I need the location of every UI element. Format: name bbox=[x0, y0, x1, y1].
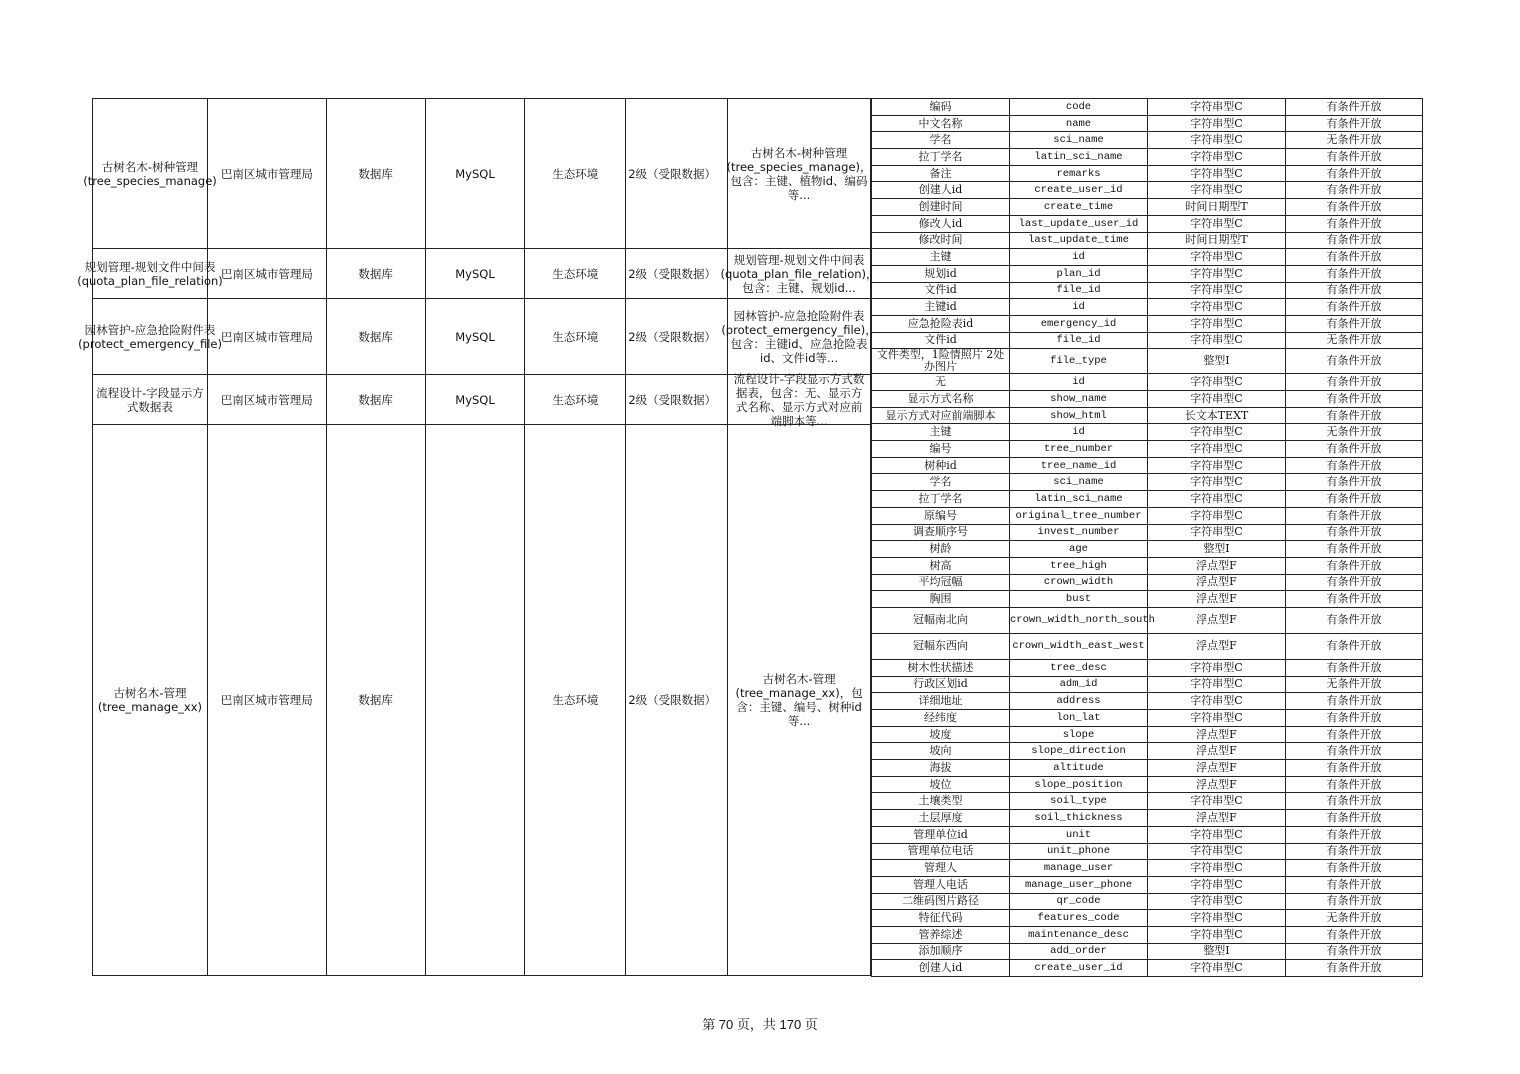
table-row bbox=[872, 860, 1423, 877]
field-en-name: qr_code bbox=[1010, 893, 1148, 910]
table-row bbox=[872, 743, 1423, 760]
table-row bbox=[872, 407, 1423, 424]
field-open-policy: 有条件开放 bbox=[1286, 265, 1423, 282]
field-en-name: file_id bbox=[1010, 332, 1148, 349]
field-open-policy: 有条件开放 bbox=[1286, 349, 1423, 374]
table-row bbox=[872, 199, 1423, 216]
table-bottom-border bbox=[92, 975, 871, 976]
table-row bbox=[872, 676, 1423, 693]
field-open-policy: 有条件开放 bbox=[1286, 574, 1423, 591]
resource-type-cell: 数据库 bbox=[327, 375, 426, 424]
table-row bbox=[872, 232, 1423, 249]
field-open-policy: 有条件开放 bbox=[1286, 693, 1423, 710]
field-open-policy: 有条件开放 bbox=[1286, 607, 1423, 633]
resource-name-cell: 园林管护-应急抢险附件表(protect_emergency_file) bbox=[93, 299, 208, 374]
field-open-policy: 有条件开放 bbox=[1286, 810, 1423, 827]
table-row bbox=[872, 474, 1423, 491]
field-en-name: crown_width bbox=[1010, 574, 1148, 591]
resource-row bbox=[83, 98, 872, 248]
field-open-policy: 无条件开放 bbox=[1286, 676, 1423, 693]
field-en-name: id bbox=[1010, 424, 1148, 441]
field-cn-name: 二维码图片路径 bbox=[872, 893, 1010, 910]
field-en-name: maintenance_desc bbox=[1010, 926, 1148, 943]
field-en-name: original_tree_number bbox=[1010, 507, 1148, 524]
security-level-cell: 2级（受限数据） bbox=[626, 299, 728, 374]
table-row bbox=[872, 591, 1423, 608]
field-type: 字符串型C bbox=[1148, 165, 1286, 182]
field-cn-name: 主键 bbox=[872, 249, 1010, 266]
table-row bbox=[872, 391, 1423, 408]
security-level-cell: 2级（受限数据） bbox=[626, 249, 728, 298]
field-cn-name: 行政区划id bbox=[872, 676, 1010, 693]
field-type: 浮点型F bbox=[1148, 776, 1286, 793]
field-en-name: invest_number bbox=[1010, 524, 1148, 541]
field-type: 字符串型C bbox=[1148, 149, 1286, 166]
field-type: 字符串型C bbox=[1148, 826, 1286, 843]
table-row bbox=[872, 793, 1423, 810]
domain-cell: 生态环境 bbox=[525, 425, 626, 975]
field-en-name: slope bbox=[1010, 726, 1148, 743]
field-en-name: sci_name bbox=[1010, 132, 1148, 149]
field-type: 整型I bbox=[1148, 541, 1286, 558]
resource-row bbox=[78, 298, 877, 374]
field-cn-name: 添加顺序 bbox=[872, 943, 1010, 960]
field-type: 字符串型C bbox=[1148, 265, 1286, 282]
security-level-cell: 2级（受限数据） bbox=[626, 375, 728, 424]
field-type: 字符串型C bbox=[1148, 441, 1286, 458]
field-type: 浮点型F bbox=[1148, 591, 1286, 608]
database-type-cell bbox=[426, 425, 526, 975]
field-type: 字符串型C bbox=[1148, 474, 1286, 491]
table-row bbox=[872, 491, 1423, 508]
table-row bbox=[872, 249, 1423, 266]
table-row bbox=[872, 659, 1423, 676]
table-row bbox=[872, 960, 1423, 977]
table-row bbox=[872, 607, 1423, 633]
page-footer: 第 70 页，共 170 页 bbox=[702, 1017, 818, 1032]
field-en-name: unit bbox=[1010, 826, 1148, 843]
field-type: 字符串型C bbox=[1148, 182, 1286, 199]
field-type: 字符串型C bbox=[1148, 693, 1286, 710]
field-en-name: name bbox=[1010, 115, 1148, 132]
field-open-policy: 有条件开放 bbox=[1286, 524, 1423, 541]
field-type: 整型I bbox=[1148, 943, 1286, 960]
field-type: 字符串型C bbox=[1148, 843, 1286, 860]
field-cn-name: 显示方式名称 bbox=[872, 391, 1010, 408]
field-open-policy: 有条件开放 bbox=[1286, 249, 1423, 266]
field-type: 字符串型C bbox=[1148, 115, 1286, 132]
field-type: 字符串型C bbox=[1148, 315, 1286, 332]
field-type: 字符串型C bbox=[1148, 332, 1286, 349]
field-open-policy: 有条件开放 bbox=[1286, 633, 1423, 659]
table-row bbox=[872, 132, 1423, 149]
resource-type-cell: 数据库 bbox=[327, 299, 426, 374]
field-type: 浮点型F bbox=[1148, 743, 1286, 760]
field-cn-name: 修改时间 bbox=[872, 232, 1010, 249]
table-row bbox=[872, 633, 1423, 659]
security-level-cell: 2级（受限数据） bbox=[626, 425, 728, 975]
field-type: 字符串型C bbox=[1148, 282, 1286, 299]
field-open-policy: 有条件开放 bbox=[1286, 557, 1423, 574]
field-open-policy: 无条件开放 bbox=[1286, 910, 1423, 927]
field-open-policy: 有条件开放 bbox=[1286, 659, 1423, 676]
field-open-policy: 有条件开放 bbox=[1286, 860, 1423, 877]
field-open-policy: 有条件开放 bbox=[1286, 893, 1423, 910]
field-en-name: last_update_time bbox=[1010, 232, 1148, 249]
field-type: 字符串型C bbox=[1148, 457, 1286, 474]
field-cn-name: 土层厚度 bbox=[872, 810, 1010, 827]
domain-cell: 生态环境 bbox=[525, 249, 626, 298]
field-en-name: id bbox=[1010, 299, 1148, 316]
field-en-name: tree_desc bbox=[1010, 659, 1148, 676]
field-type: 字符串型C bbox=[1148, 910, 1286, 927]
table-row bbox=[872, 457, 1423, 474]
field-en-name: manage_user bbox=[1010, 860, 1148, 877]
database-type-cell: MySQL bbox=[426, 299, 526, 374]
field-cn-name: 编码 bbox=[872, 99, 1010, 116]
field-cn-name: 创建时间 bbox=[872, 199, 1010, 216]
field-en-name: age bbox=[1010, 541, 1148, 558]
field-cn-name: 海拔 bbox=[872, 760, 1010, 777]
field-open-policy: 有条件开放 bbox=[1286, 407, 1423, 424]
field-cn-name: 树高 bbox=[872, 557, 1010, 574]
department-cell: 巴南区城市管理局 bbox=[208, 99, 327, 248]
field-open-policy: 有条件开放 bbox=[1286, 315, 1423, 332]
table-row bbox=[872, 726, 1423, 743]
resource-type-cell: 数据库 bbox=[327, 425, 426, 975]
table-row bbox=[872, 893, 1423, 910]
field-en-name: id bbox=[1010, 374, 1148, 391]
field-open-policy: 有条件开放 bbox=[1286, 826, 1423, 843]
table-row bbox=[872, 349, 1423, 374]
table-row bbox=[872, 574, 1423, 591]
field-type: 浮点型F bbox=[1148, 574, 1286, 591]
field-open-policy: 有条件开放 bbox=[1286, 282, 1423, 299]
field-en-name: tree_name_id bbox=[1010, 457, 1148, 474]
field-type: 时间日期型T bbox=[1148, 232, 1286, 249]
resource-type-cell: 数据库 bbox=[327, 99, 426, 248]
table-row bbox=[872, 265, 1423, 282]
field-en-name: sci_name bbox=[1010, 474, 1148, 491]
field-cn-name: 胸围 bbox=[872, 591, 1010, 608]
table-row bbox=[872, 776, 1423, 793]
field-cn-name: 学名 bbox=[872, 474, 1010, 491]
field-type: 浮点型F bbox=[1148, 810, 1286, 827]
field-cn-name: 树木性状描述 bbox=[872, 659, 1010, 676]
field-en-name: features_code bbox=[1010, 910, 1148, 927]
field-cn-name: 坡度 bbox=[872, 726, 1010, 743]
table-row bbox=[872, 424, 1423, 441]
field-en-name: crown_width_north_south bbox=[1010, 607, 1148, 633]
field-en-name: adm_id bbox=[1010, 676, 1148, 693]
field-type: 字符串型C bbox=[1148, 391, 1286, 408]
field-en-name: address bbox=[1010, 693, 1148, 710]
field-open-policy: 有条件开放 bbox=[1286, 474, 1423, 491]
field-en-name: add_order bbox=[1010, 943, 1148, 960]
field-type: 长文本TEXT bbox=[1148, 407, 1286, 424]
field-en-name: slope_position bbox=[1010, 776, 1148, 793]
table-row bbox=[872, 810, 1423, 827]
field-open-policy: 有条件开放 bbox=[1286, 441, 1423, 458]
field-en-name: emergency_id bbox=[1010, 315, 1148, 332]
field-cn-name: 创建人id bbox=[872, 960, 1010, 977]
field-cn-name: 管理人电话 bbox=[872, 876, 1010, 893]
field-open-policy: 有条件开放 bbox=[1286, 457, 1423, 474]
database-type-cell: MySQL bbox=[426, 375, 526, 424]
field-cn-name: 文件类型，1险情照片 2处办图片 bbox=[872, 349, 1010, 374]
field-type: 浮点型F bbox=[1148, 557, 1286, 574]
field-cn-name: 管养综述 bbox=[872, 926, 1010, 943]
field-en-name: code bbox=[1010, 99, 1148, 116]
table-row bbox=[872, 557, 1423, 574]
field-en-name: plan_id bbox=[1010, 265, 1148, 282]
field-en-name: create_time bbox=[1010, 199, 1148, 216]
field-open-policy: 有条件开放 bbox=[1286, 182, 1423, 199]
security-level-cell: 2级（受限数据） bbox=[626, 99, 728, 248]
field-open-policy: 有条件开放 bbox=[1286, 99, 1423, 116]
field-cn-name: 特征代码 bbox=[872, 910, 1010, 927]
field-open-policy: 有条件开放 bbox=[1286, 541, 1423, 558]
department-cell: 巴南区城市管理局 bbox=[208, 299, 327, 374]
field-en-name: manage_user_phone bbox=[1010, 876, 1148, 893]
table-row bbox=[872, 710, 1423, 727]
field-type: 浮点型F bbox=[1148, 633, 1286, 659]
resource-name-cell: 流程设计-字段显示方式数据表 bbox=[93, 375, 208, 424]
table-row bbox=[872, 507, 1423, 524]
table-row bbox=[872, 374, 1423, 391]
field-open-policy: 有条件开放 bbox=[1286, 760, 1423, 777]
field-cn-name: 备注 bbox=[872, 165, 1010, 182]
field-en-name: show_name bbox=[1010, 391, 1148, 408]
table-row bbox=[872, 99, 1423, 116]
resource-name-cell: 古树名木-树种管理(tree_species_manage) bbox=[93, 99, 208, 248]
field-en-name: tree_high bbox=[1010, 557, 1148, 574]
field-type: 时间日期型T bbox=[1148, 199, 1286, 216]
field-cn-name: 文件id bbox=[872, 332, 1010, 349]
field-en-name: latin_sci_name bbox=[1010, 149, 1148, 166]
table-row bbox=[872, 182, 1423, 199]
field-type: 字符串型C bbox=[1148, 374, 1286, 391]
field-open-policy: 有条件开放 bbox=[1286, 391, 1423, 408]
field-en-name: file_id bbox=[1010, 282, 1148, 299]
table-row bbox=[872, 693, 1423, 710]
field-open-policy: 有条件开放 bbox=[1286, 943, 1423, 960]
field-cn-name: 调查顺序号 bbox=[872, 524, 1010, 541]
field-open-policy: 有条件开放 bbox=[1286, 876, 1423, 893]
field-open-policy: 有条件开放 bbox=[1286, 115, 1423, 132]
table-row bbox=[872, 826, 1423, 843]
field-open-policy: 有条件开放 bbox=[1286, 491, 1423, 508]
table-row bbox=[872, 524, 1423, 541]
field-cn-name: 冠幅南北向 bbox=[872, 607, 1010, 633]
database-type-cell: MySQL bbox=[426, 99, 526, 248]
resource-row bbox=[92, 424, 871, 975]
field-type: 字符串型C bbox=[1148, 926, 1286, 943]
field-cn-name: 学名 bbox=[872, 132, 1010, 149]
field-type: 浮点型F bbox=[1148, 607, 1286, 633]
database-type-cell: MySQL bbox=[426, 249, 526, 298]
domain-cell: 生态环境 bbox=[525, 299, 626, 374]
domain-cell: 生态环境 bbox=[525, 375, 626, 424]
field-en-name: show_html bbox=[1010, 407, 1148, 424]
field-en-name: last_update_user_id bbox=[1010, 215, 1148, 232]
field-cn-name: 显示方式对应前端脚本 bbox=[872, 407, 1010, 424]
field-en-name: soil_type bbox=[1010, 793, 1148, 810]
table-row bbox=[872, 315, 1423, 332]
field-open-policy: 有条件开放 bbox=[1286, 299, 1423, 316]
field-cn-name: 编号 bbox=[872, 441, 1010, 458]
field-en-name: soil_thickness bbox=[1010, 810, 1148, 827]
resource-name-cell: 古树名木-管理(tree_manage_xx) bbox=[93, 425, 208, 975]
table-row bbox=[872, 910, 1423, 927]
field-cn-name: 坡位 bbox=[872, 776, 1010, 793]
field-open-policy: 无条件开放 bbox=[1286, 332, 1423, 349]
field-cn-name: 树龄 bbox=[872, 541, 1010, 558]
field-open-policy: 有条件开放 bbox=[1286, 199, 1423, 216]
field-cn-name: 创建人id bbox=[872, 182, 1010, 199]
table-row bbox=[872, 215, 1423, 232]
field-type: 字符串型C bbox=[1148, 132, 1286, 149]
field-open-policy: 有条件开放 bbox=[1286, 149, 1423, 166]
field-en-name: file_type bbox=[1010, 349, 1148, 374]
field-en-name: create_user_id bbox=[1010, 960, 1148, 977]
field-open-policy: 有条件开放 bbox=[1286, 843, 1423, 860]
field-cn-name: 中文名称 bbox=[872, 115, 1010, 132]
table-row bbox=[872, 541, 1423, 558]
field-cn-name: 文件id bbox=[872, 282, 1010, 299]
field-type: 字符串型C bbox=[1148, 659, 1286, 676]
resource-row bbox=[92, 371, 871, 428]
field-cn-name: 详细地址 bbox=[872, 693, 1010, 710]
table-row bbox=[872, 115, 1423, 132]
field-en-name: altitude bbox=[1010, 760, 1148, 777]
field-type: 字符串型C bbox=[1148, 491, 1286, 508]
field-en-name: remarks bbox=[1010, 165, 1148, 182]
field-cn-name: 主键 bbox=[872, 424, 1010, 441]
field-type: 整型I bbox=[1148, 349, 1286, 374]
resource-name-cell: 规划管理-规划文件中间表(quota_plan_file_relation) bbox=[93, 249, 208, 298]
field-open-policy: 有条件开放 bbox=[1286, 726, 1423, 743]
field-type: 字符串型C bbox=[1148, 893, 1286, 910]
field-open-policy: 有条件开放 bbox=[1286, 710, 1423, 727]
field-open-policy: 有条件开放 bbox=[1286, 776, 1423, 793]
table-row bbox=[872, 299, 1423, 316]
field-type: 字符串型C bbox=[1148, 99, 1286, 116]
table-row bbox=[872, 165, 1423, 182]
field-open-policy: 无条件开放 bbox=[1286, 132, 1423, 149]
field-en-name: unit_phone bbox=[1010, 843, 1148, 860]
field-type: 字符串型C bbox=[1148, 507, 1286, 524]
field-en-name: id bbox=[1010, 249, 1148, 266]
field-open-policy: 有条件开放 bbox=[1286, 507, 1423, 524]
field-type: 字符串型C bbox=[1148, 960, 1286, 977]
resource-type-cell: 数据库 bbox=[327, 249, 426, 298]
field-cn-name: 规划id bbox=[872, 265, 1010, 282]
field-type: 字符串型C bbox=[1148, 215, 1286, 232]
field-type: 字符串型C bbox=[1148, 710, 1286, 727]
field-cn-name: 主键id bbox=[872, 299, 1010, 316]
field-open-policy: 有条件开放 bbox=[1286, 215, 1423, 232]
field-cn-name: 修改人id bbox=[872, 215, 1010, 232]
field-en-name: latin_sci_name bbox=[1010, 491, 1148, 508]
field-cn-name: 管理单位电话 bbox=[872, 843, 1010, 860]
field-en-name: crown_width_east_west bbox=[1010, 633, 1148, 659]
field-type: 字符串型C bbox=[1148, 424, 1286, 441]
field-cn-name: 拉丁学名 bbox=[872, 149, 1010, 166]
field-type: 字符串型C bbox=[1148, 793, 1286, 810]
field-cn-name: 经纬度 bbox=[872, 710, 1010, 727]
field-cn-name: 原编号 bbox=[872, 507, 1010, 524]
description-cell: 古树名木-管理(tree_manage_xx)，包含：主键、编号、树种id等... bbox=[728, 425, 871, 975]
field-table bbox=[871, 98, 1423, 977]
field-open-policy: 有条件开放 bbox=[1286, 374, 1423, 391]
field-type: 字符串型C bbox=[1148, 524, 1286, 541]
field-type: 字符串型C bbox=[1148, 249, 1286, 266]
field-en-name: slope_direction bbox=[1010, 743, 1148, 760]
field-open-policy: 无条件开放 bbox=[1286, 424, 1423, 441]
table-row bbox=[872, 760, 1423, 777]
table-row bbox=[872, 943, 1423, 960]
table-row bbox=[872, 441, 1423, 458]
field-cn-name: 管理单位id bbox=[872, 826, 1010, 843]
field-open-policy: 有条件开放 bbox=[1286, 165, 1423, 182]
field-cn-name: 应急抢险表id bbox=[872, 315, 1010, 332]
domain-cell: 生态环境 bbox=[525, 99, 626, 248]
field-open-policy: 有条件开放 bbox=[1286, 793, 1423, 810]
table-row bbox=[872, 843, 1423, 860]
field-type: 字符串型C bbox=[1148, 676, 1286, 693]
field-type: 浮点型F bbox=[1148, 760, 1286, 777]
field-open-policy: 有条件开放 bbox=[1286, 743, 1423, 760]
field-type: 字符串型C bbox=[1148, 860, 1286, 877]
field-open-policy: 有条件开放 bbox=[1286, 591, 1423, 608]
description-cell: 园林管护-应急抢险附件表(protect_emergency_file)，包含：主键id、应急抢险表id、文件id等... bbox=[728, 299, 871, 374]
field-type: 浮点型F bbox=[1148, 726, 1286, 743]
table-row bbox=[872, 149, 1423, 166]
field-cn-name: 平均冠幅 bbox=[872, 574, 1010, 591]
table-row bbox=[872, 926, 1423, 943]
field-en-name: create_user_id bbox=[1010, 182, 1148, 199]
description-cell: 古树名木-树种管理(tree_species_manage)，包含：主键、植物id、编码等... bbox=[728, 99, 871, 248]
department-cell: 巴南区城市管理局 bbox=[208, 375, 327, 424]
field-en-name: tree_number bbox=[1010, 441, 1148, 458]
description-cell: 规划管理-规划文件中间表(quota_plan_file_relation)，包含：主键、规划id... bbox=[728, 249, 871, 298]
field-open-policy: 有条件开放 bbox=[1286, 926, 1423, 943]
department-cell: 巴南区城市管理局 bbox=[208, 249, 327, 298]
table-row bbox=[872, 876, 1423, 893]
field-cn-name: 管理人 bbox=[872, 860, 1010, 877]
field-cn-name: 冠幅东西向 bbox=[872, 633, 1010, 659]
table-row bbox=[872, 332, 1423, 349]
field-open-policy: 有条件开放 bbox=[1286, 232, 1423, 249]
resource-row bbox=[77, 248, 878, 298]
field-en-name: bust bbox=[1010, 591, 1148, 608]
field-type: 字符串型C bbox=[1148, 299, 1286, 316]
field-open-policy: 有条件开放 bbox=[1286, 960, 1423, 977]
department-cell: 巴南区城市管理局 bbox=[208, 425, 327, 975]
field-en-name: lon_lat bbox=[1010, 710, 1148, 727]
field-cn-name: 坡向 bbox=[872, 743, 1010, 760]
description-cell: 流程设计-字段显示方式数据表，包含：无、显示方式名称、显示方式对应前端脚本等... bbox=[728, 375, 871, 424]
field-cn-name: 拉丁学名 bbox=[872, 491, 1010, 508]
field-cn-name: 树种id bbox=[872, 457, 1010, 474]
field-cn-name: 土壤类型 bbox=[872, 793, 1010, 810]
field-type: 字符串型C bbox=[1148, 876, 1286, 893]
table-row bbox=[872, 282, 1423, 299]
field-cn-name: 无 bbox=[872, 374, 1010, 391]
